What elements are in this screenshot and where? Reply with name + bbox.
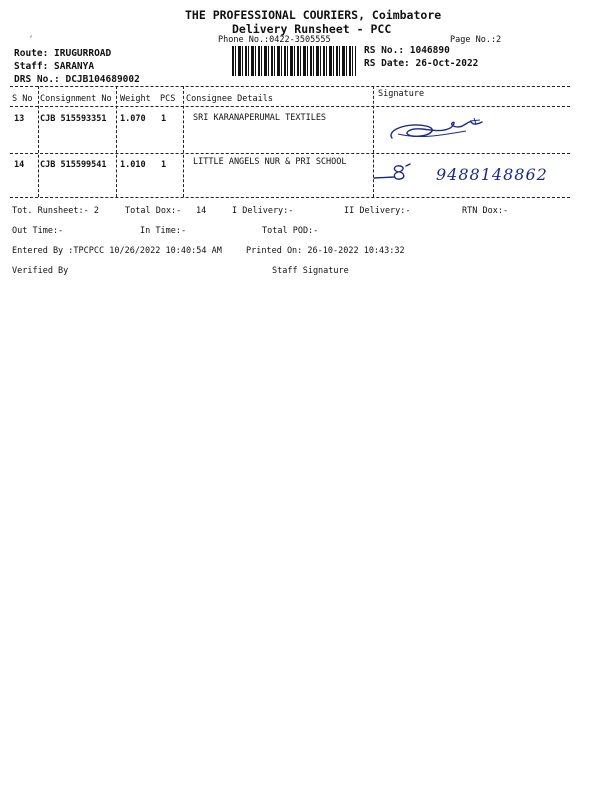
document-title: Delivery Runsheet - PCC bbox=[232, 22, 392, 36]
handwritten-initial bbox=[372, 160, 420, 190]
table-header-rule bbox=[10, 106, 570, 107]
drs-number: DRS No.: DCJB104689002 bbox=[14, 74, 140, 85]
column-header-sno: S No bbox=[12, 94, 33, 104]
route-label: Route: IRUGURROAD bbox=[14, 48, 112, 59]
table-row-sno: 14 bbox=[14, 160, 25, 170]
page-number: Page No.:2 bbox=[450, 35, 502, 45]
table-row-consignee: LITTLE ANGELS NUR & PRI SCHOOL bbox=[193, 157, 347, 167]
total-runsheet: Tot. Runsheet:- 2 bbox=[12, 206, 99, 216]
handwritten-phone-number: 9488148862 bbox=[436, 165, 548, 184]
table-row-consignee: SRI KARANAPERUMAL TEXTILES bbox=[193, 113, 327, 123]
barcode bbox=[232, 46, 356, 76]
table-row-sno: 13 bbox=[14, 114, 25, 124]
rs-date: RS Date: 26-Oct-2022 bbox=[364, 58, 479, 69]
table-top-rule bbox=[10, 86, 570, 87]
column-rule bbox=[38, 86, 39, 197]
staff-signature-label: Staff Signature bbox=[272, 266, 349, 276]
table-row-weight: 1.010 bbox=[120, 160, 146, 170]
column-header-weight: Weight bbox=[120, 94, 151, 104]
entered-by: Entered By :TPCPCC 10/26/2022 10:40:54 AM bbox=[12, 246, 222, 256]
i-delivery: I Delivery:- bbox=[232, 206, 294, 216]
out-time: Out Time:- bbox=[12, 226, 64, 236]
phone-number: Phone No.:0422-3505555 bbox=[218, 35, 331, 45]
column-header-pcs: PCS bbox=[160, 94, 176, 104]
printed-on: Printed On: 26-10-2022 10:43:32 bbox=[246, 246, 405, 256]
table-row-weight: 1.070 bbox=[120, 114, 146, 124]
rtn-dox: RTN Dox:- bbox=[462, 206, 509, 216]
total-pod: Total POD:- bbox=[262, 226, 319, 236]
total-dox-value: 14 bbox=[196, 206, 207, 216]
row-divider-rule bbox=[10, 153, 570, 154]
total-dox-label: Total Dox:- bbox=[125, 206, 182, 216]
company-title: THE PROFESSIONAL COURIERS, Coimbatore bbox=[185, 8, 442, 22]
table-bottom-rule bbox=[10, 197, 570, 198]
verified-by: Verified By bbox=[12, 266, 69, 276]
in-time: In Time:- bbox=[140, 226, 187, 236]
column-header-consignee: Consignee Details bbox=[186, 94, 273, 104]
table-row-consignment: CJB 515593351 bbox=[40, 114, 107, 124]
rs-number: RS No.: 1046890 bbox=[364, 45, 450, 56]
scan-speck: ⸴ bbox=[30, 31, 33, 41]
table-row-pcs: 1 bbox=[161, 114, 167, 124]
handwritten-signature bbox=[378, 112, 498, 152]
table-row-consignment: CJB 515599541 bbox=[40, 160, 107, 170]
column-header-signature: Signature bbox=[378, 89, 425, 99]
column-header-consignment: Consignment No bbox=[40, 94, 112, 104]
ii-delivery: II Delivery:- bbox=[344, 206, 411, 216]
table-row-pcs: 1 bbox=[161, 160, 167, 170]
staff-label: Staff: SARANYA bbox=[14, 61, 95, 72]
column-rule bbox=[183, 86, 184, 197]
column-rule bbox=[116, 86, 117, 197]
